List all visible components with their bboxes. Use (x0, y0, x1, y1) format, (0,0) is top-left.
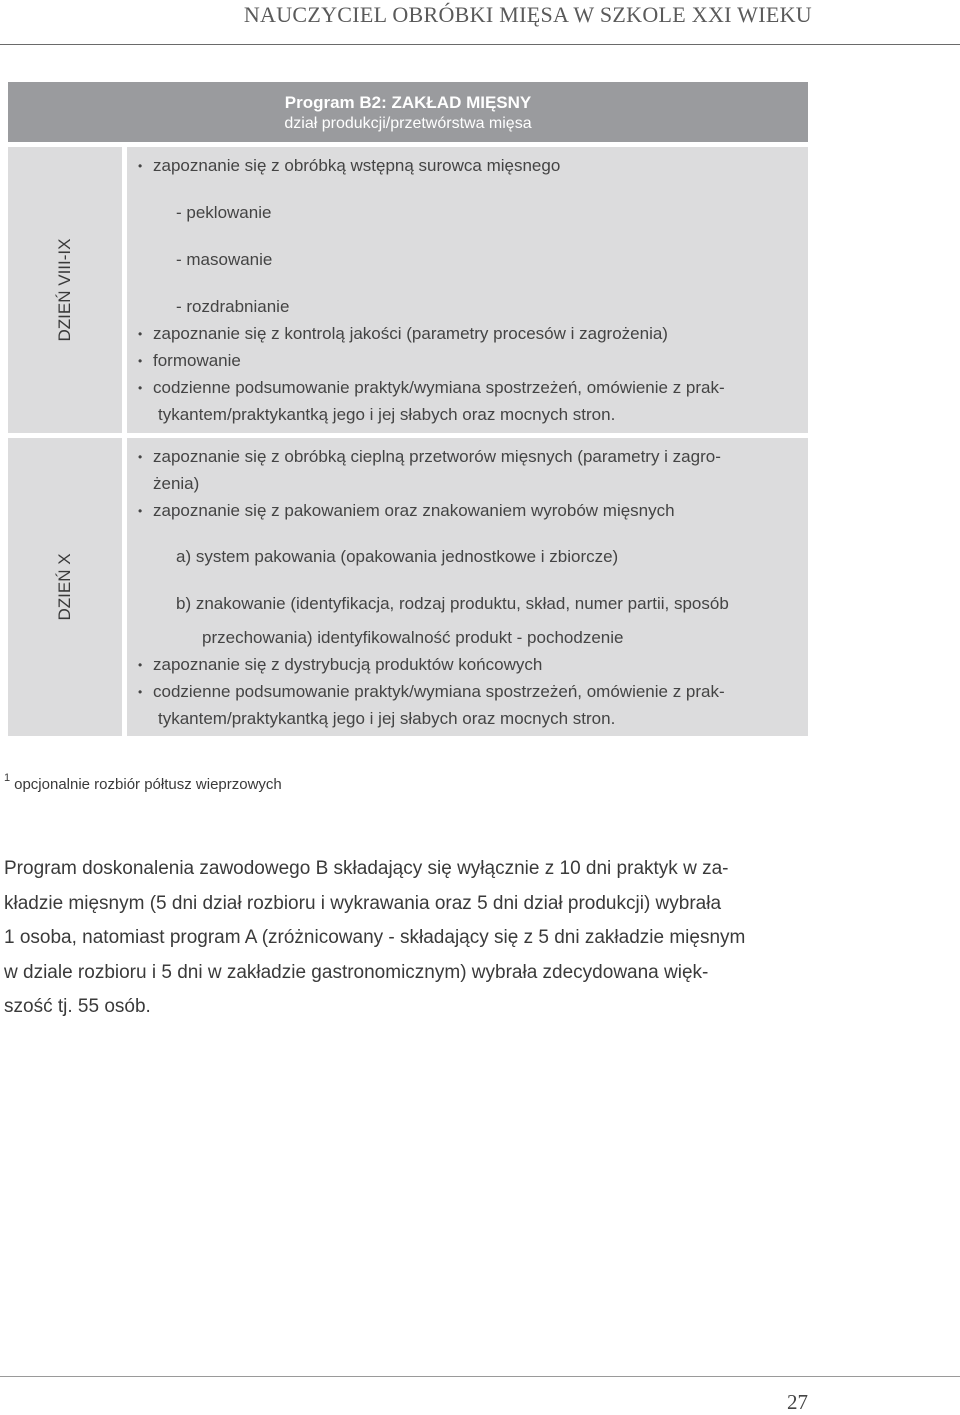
footer-rule (0, 1376, 960, 1377)
list-item: • zapoznanie się z kontrolą jakości (parametry procesów i zagrożenia) (153, 323, 668, 345)
paragraph-line: 1 osoba, natomiast program A (zróżnicowany - składający się z 5 dni zakładzie mięsnym (4, 927, 746, 948)
footnote (4, 772, 282, 793)
header-rule (0, 44, 960, 45)
list-item-continuation: żenia) (153, 474, 200, 493)
list-item-continuation: tykantem/praktykantką jego i jej słabych oraz mocnych stron. (158, 709, 616, 728)
list-item: • zapoznanie się z dystrybucją produktów końcowych (153, 654, 542, 676)
footnote-text: opcjonalnie rozbiór półtusz wieprzowych (14, 776, 282, 793)
day-viii-ix-content (127, 147, 808, 433)
day-label-cell (8, 438, 122, 736)
list-item: - masowanie (176, 250, 273, 269)
paragraph-line: Program doskonalenia zawodowego B składający się wyłącznie z 10 dni praktyk w za- (4, 858, 729, 879)
program-subtitle: dział produkcji/przetwórstwa mięsa (284, 115, 532, 132)
list-item: b) znakowanie (identyfikacja, rodzaj produktu, skład, numer partii, sposób (176, 594, 729, 613)
list-item: • zapoznanie się z obróbką wstępną surowca mięsnego (153, 155, 560, 177)
program-title: Program B2: ZAKŁAD MIĘSNY (284, 93, 532, 112)
footnote-marker: 1 (4, 772, 11, 784)
list-item: • codzienne podsumowanie praktyk/wymiana spostrzeżeń, omówienie z prak- (153, 681, 725, 703)
day-label-x: DZIEŃ X (55, 553, 74, 621)
list-item: • zapoznanie się z pakowaniem oraz znakowaniem wyrobów mięsnych (153, 500, 675, 522)
list-item: • formowanie (153, 350, 241, 372)
paragraph-line: kładzie mięsnym (5 dni dział rozbioru i wykrawania oraz 5 dni dział produkcji) wybrała (4, 892, 722, 914)
list-item: • codzienne podsumowanie praktyk/wymiana spostrzeżeń, omówienie z prak- (153, 377, 725, 399)
list-item: - rozdrabnianie (176, 297, 290, 316)
page-number: 27 (787, 1390, 808, 1414)
paragraph-line: w dziale rozbioru i 5 dni w zakładzie gastronomicznym) wybrała zdecydowana więk- (4, 961, 709, 983)
day-x-content (127, 438, 808, 736)
body-paragraph (4, 852, 816, 1025)
list-item: a) system pakowania (opakowania jednostkowe i zbiorcze) (176, 547, 619, 566)
list-item-continuation: tykantem/praktykantką jego i jej słabych oraz mocnych stron. (158, 405, 616, 424)
day-label-cell (8, 147, 122, 433)
list-item: - peklowanie (176, 203, 272, 222)
program-header (8, 82, 808, 142)
list-item-continuation: przechowania) identyfikowalność produkt - pochodzenie (202, 628, 624, 647)
day-label-viii-ix: DZIEŃ VIII-IX (55, 238, 74, 342)
running-head: NAUCZYCIEL OBRÓBKI MIĘSA W SZKOLE XXI WIEKU (243, 2, 812, 27)
list-item: • zapoznanie się z obróbką cieplną przetworów mięsnych (parametry i zagro- (153, 446, 721, 468)
paragraph-line: szość tj. 55 osób. (4, 996, 151, 1017)
